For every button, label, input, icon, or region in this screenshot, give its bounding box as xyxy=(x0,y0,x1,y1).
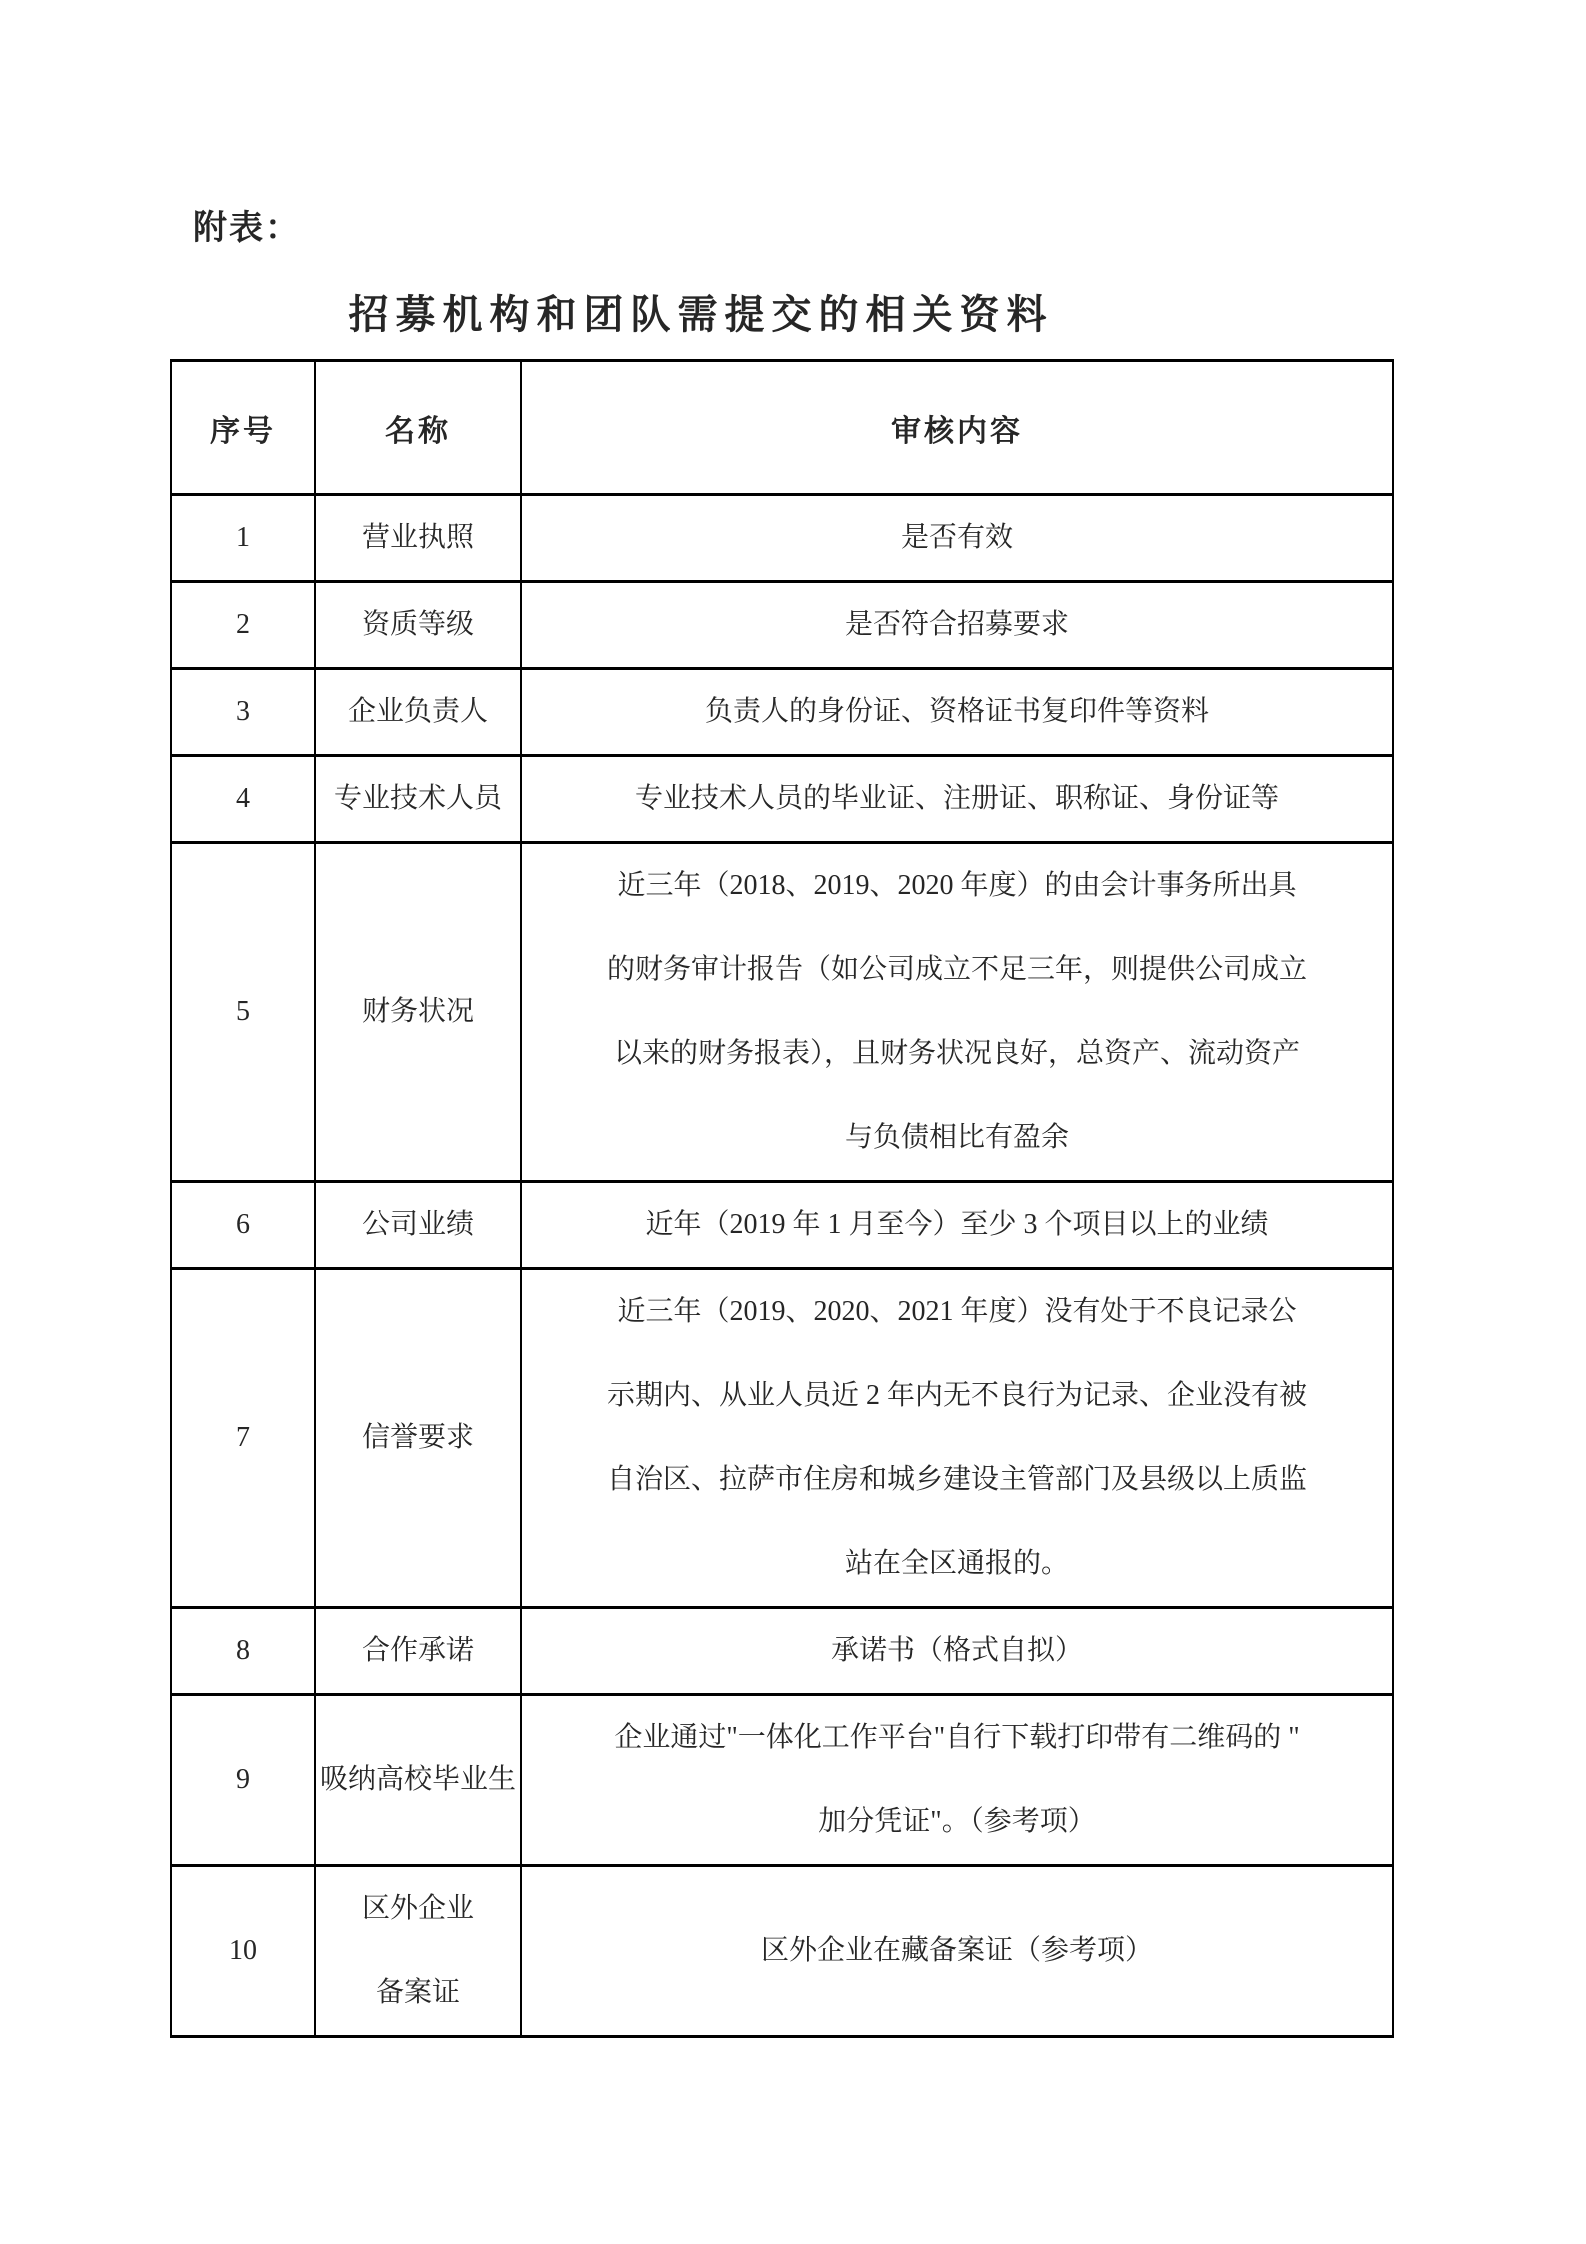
table-row xyxy=(171,582,1393,669)
cell-text-line: 4 xyxy=(236,783,250,814)
cell-text-line: 合作承诺 xyxy=(361,1635,474,1666)
row-number-cell xyxy=(171,669,315,756)
cell-text-line: 的财务审计报告（如公司成立不足三年，则提供公司成立 xyxy=(606,954,1307,985)
content-cell xyxy=(521,843,1393,1182)
name-cell xyxy=(315,843,521,1182)
column-header-no: 序号 xyxy=(171,361,315,495)
column-header-name: 名称 xyxy=(315,361,521,495)
row-number-cell xyxy=(171,1182,315,1269)
content-cell xyxy=(521,1608,1393,1695)
cell-text-line: 区外企业 xyxy=(361,1893,474,1924)
name-cell xyxy=(315,1608,521,1695)
cell-text-line: 是否符合招募要求 xyxy=(844,609,1069,640)
cell-text-line: 10 xyxy=(229,1935,257,1966)
table-row xyxy=(171,1695,1393,1866)
name-cell xyxy=(315,1269,521,1608)
content-cell xyxy=(521,1182,1393,1269)
row-number-cell xyxy=(171,1269,315,1608)
cell-text-line: 是否有效 xyxy=(900,522,1013,553)
row-number-cell xyxy=(171,495,315,582)
cell-text-line: 专业技术人员的毕业证、注册证、职称证、身份证等 xyxy=(634,783,1279,814)
cell-text-line: 加分凭证"。（参考项） xyxy=(818,1806,1096,1837)
name-cell xyxy=(315,1182,521,1269)
cell-text-line: 负责人的身份证、资格证书复印件等资料 xyxy=(704,696,1209,727)
table-row xyxy=(171,756,1393,843)
cell-text-line: 8 xyxy=(236,1635,250,1666)
cell-text-line: 9 xyxy=(236,1764,250,1795)
table-row xyxy=(171,1182,1393,1269)
cell-text-line: 信誉要求 xyxy=(361,1422,474,1453)
cell-text-line: 备案证 xyxy=(375,1977,460,2008)
content-cell xyxy=(521,1866,1393,2037)
row-number-cell xyxy=(171,1695,315,1866)
row-number-cell xyxy=(171,1866,315,2037)
cell-text-line: 专业技术人员 xyxy=(333,783,502,814)
column-header-content: 审核内容 xyxy=(521,361,1393,495)
table-header-row xyxy=(171,361,1393,495)
cell-text-line: 近年（2019 年 1 月至今）至少 3 个项目以上的业绩 xyxy=(645,1209,1269,1240)
cell-text-line: 1 xyxy=(236,522,250,553)
row-number-cell xyxy=(171,582,315,669)
appendix-label: 附表： xyxy=(193,210,301,247)
page-title: 招募机构和团队需提交的相关资料 xyxy=(348,292,1054,337)
cell-text-line: 公司业绩 xyxy=(361,1209,474,1240)
content-cell xyxy=(521,669,1393,756)
row-number-cell xyxy=(171,1608,315,1695)
cell-text-line: 区外企业在藏备案证（参考项） xyxy=(760,1935,1153,1966)
cell-text-line: 5 xyxy=(236,996,250,1027)
cell-text-line: 营业执照 xyxy=(361,522,474,553)
name-cell xyxy=(315,669,521,756)
cell-text-line: 2 xyxy=(236,609,250,640)
cell-text-line: 以来的财务报表），且财务状况良好，总资产、流动资产 xyxy=(613,1038,1300,1069)
cell-text-line: 与负债相比有盈余 xyxy=(844,1122,1069,1153)
table-row xyxy=(171,495,1393,582)
name-cell xyxy=(315,1866,521,2037)
content-cell xyxy=(521,582,1393,669)
row-number-cell xyxy=(171,843,315,1182)
content-cell xyxy=(521,756,1393,843)
cell-text-line: 企业通过"一体化工作平台"自行下载打印带有二维码的 " xyxy=(614,1722,1300,1753)
cell-text-line: 站在全区通报的。 xyxy=(844,1548,1069,1579)
name-cell xyxy=(315,582,521,669)
table-row xyxy=(171,1866,1393,2037)
cell-text-line: 吸纳高校毕业生 xyxy=(319,1764,516,1795)
name-cell xyxy=(315,1695,521,1866)
cell-text-line: 承诺书（格式自拟） xyxy=(830,1635,1083,1666)
cell-text-line: 财务状况 xyxy=(361,996,474,1027)
name-cell xyxy=(315,756,521,843)
cell-text-line: 近三年（2018、2019、2020 年度）的由会计事务所出具 xyxy=(617,870,1297,901)
cell-text-line: 近三年（2019、2020、2021 年度）没有处于不良记录公 xyxy=(617,1296,1297,1327)
cell-text-line: 示期内、从业人员近 2 年内无不良行为记录、企业没有被 xyxy=(606,1380,1307,1411)
cell-text-line: 7 xyxy=(236,1422,250,1453)
table-row xyxy=(171,669,1393,756)
content-cell xyxy=(521,495,1393,582)
table-body xyxy=(171,495,1393,2037)
cell-text-line: 3 xyxy=(236,696,250,727)
cell-text-line: 6 xyxy=(236,1209,250,1240)
content-cell xyxy=(521,1269,1393,1608)
table-row xyxy=(171,1269,1393,1608)
table-row xyxy=(171,843,1393,1182)
content-cell xyxy=(521,1695,1393,1866)
row-number-cell xyxy=(171,756,315,843)
name-cell xyxy=(315,495,521,582)
materials-table xyxy=(170,359,1394,2038)
cell-text-line: 资质等级 xyxy=(361,609,474,640)
table-row xyxy=(171,1608,1393,1695)
cell-text-line: 自治区、拉萨市住房和城乡建设主管部门及县级以上质监 xyxy=(606,1464,1307,1495)
cell-text-line: 企业负责人 xyxy=(347,696,488,727)
